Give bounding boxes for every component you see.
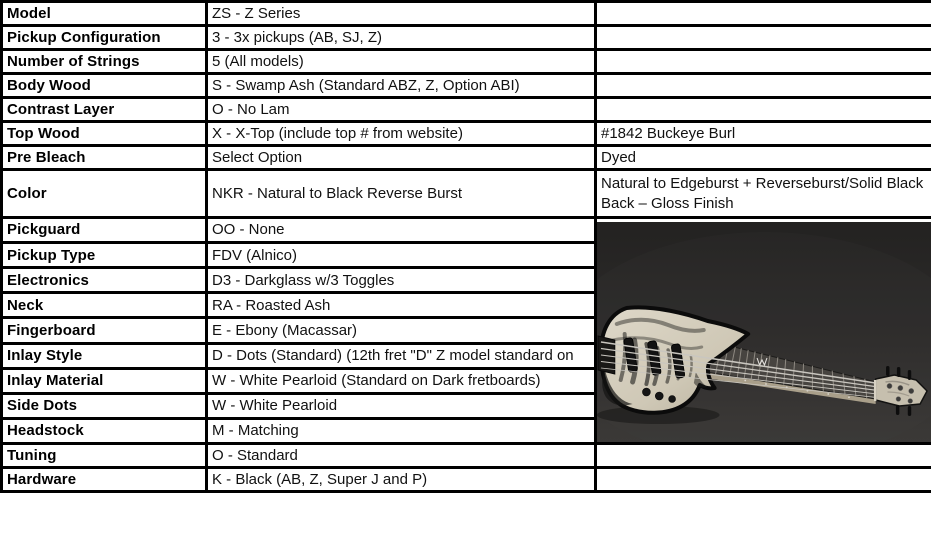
spec-value: X - X-Top (include top # from website)	[207, 122, 596, 146]
spec-value: OO - None	[207, 218, 596, 243]
spec-note	[596, 468, 931, 492]
spec-value: D - Dots (Standard) (12th fret "D" Z model standard on	[207, 343, 596, 368]
table-row-contrast-layer	[2, 98, 931, 122]
spec-value: W - White Pearloid	[207, 393, 596, 418]
spec-label: Fingerboard	[2, 318, 207, 343]
spec-value: Select Option	[207, 146, 596, 170]
spec-label: Pickup Configuration	[2, 26, 207, 50]
spec-label: Top Wood	[2, 122, 207, 146]
spec-note	[596, 98, 931, 122]
spec-value: E - Ebony (Macassar)	[207, 318, 596, 343]
spec-value: D3 - Darkglass w/3 Toggles	[207, 268, 596, 293]
spec-value: O - Standard	[207, 444, 596, 468]
spec-label: Electronics	[2, 268, 207, 293]
spec-label: Tuning	[2, 444, 207, 468]
spec-note	[596, 74, 931, 98]
spec-label: Pickup Type	[2, 243, 207, 268]
spec-value: S - Swamp Ash (Standard ABZ, Z, Option ABI)	[207, 74, 596, 98]
spec-note	[596, 2, 931, 26]
table-row-body-wood	[2, 74, 931, 98]
spec-label: Model	[2, 2, 207, 26]
spec-label: Contrast Layer	[2, 98, 207, 122]
spec-label: Color	[2, 170, 207, 218]
spec-value: NKR - Natural to Black Reverse Burst	[207, 170, 596, 218]
spec-label: Pickguard	[2, 218, 207, 243]
spec-value: K - Black (AB, Z, Super J and P)	[207, 468, 596, 492]
table-row-color	[2, 170, 931, 218]
spec-label: Neck	[2, 293, 207, 318]
spec-label: Side Dots	[2, 393, 207, 418]
spec-value: 5 (All models)	[207, 50, 596, 74]
spec-value: W - White Pearloid (Standard on Dark fretboards)	[207, 368, 596, 393]
table-row-pickguard	[2, 218, 931, 243]
spec-label: Inlay Material	[2, 368, 207, 393]
table-row-pre-bleach	[2, 146, 931, 170]
spec-note	[596, 444, 931, 468]
table-row-hardware	[2, 468, 931, 492]
spec-note	[596, 50, 931, 74]
spec-note	[596, 26, 931, 50]
spec-value: FDV (Alnico)	[207, 243, 596, 268]
spec-value: M - Matching	[207, 418, 596, 443]
spec-label: Body Wood	[2, 74, 207, 98]
table-row-top-wood	[2, 122, 931, 146]
spec-label: Hardware	[2, 468, 207, 492]
spec-value: 3 - 3x pickups (AB, SJ, Z)	[207, 26, 596, 50]
table-row-model	[2, 2, 931, 26]
spec-value: O - No Lam	[207, 98, 596, 122]
table-row-pickup-configuration	[2, 26, 931, 50]
spec-label: Pre Bleach	[2, 146, 207, 170]
guitar-photo-cell	[596, 218, 931, 444]
table-row-tuning	[2, 444, 931, 468]
spec-label: Headstock	[2, 418, 207, 443]
table-row-number-of-strings	[2, 50, 931, 74]
spec-note: Natural to Edgeburst + Reverseburst/Solid Black Back – Gloss Finish	[596, 170, 931, 218]
spec-value: RA - Roasted Ash	[207, 293, 596, 318]
spec-label: Inlay Style	[2, 343, 207, 368]
spec-note: Dyed	[596, 146, 931, 170]
guitar-photo	[597, 222, 931, 442]
spec-note: #1842 Buckeye Burl	[596, 122, 931, 146]
spec-label: Number of Strings	[2, 50, 207, 74]
spec-value: ZS - Z Series	[207, 2, 596, 26]
